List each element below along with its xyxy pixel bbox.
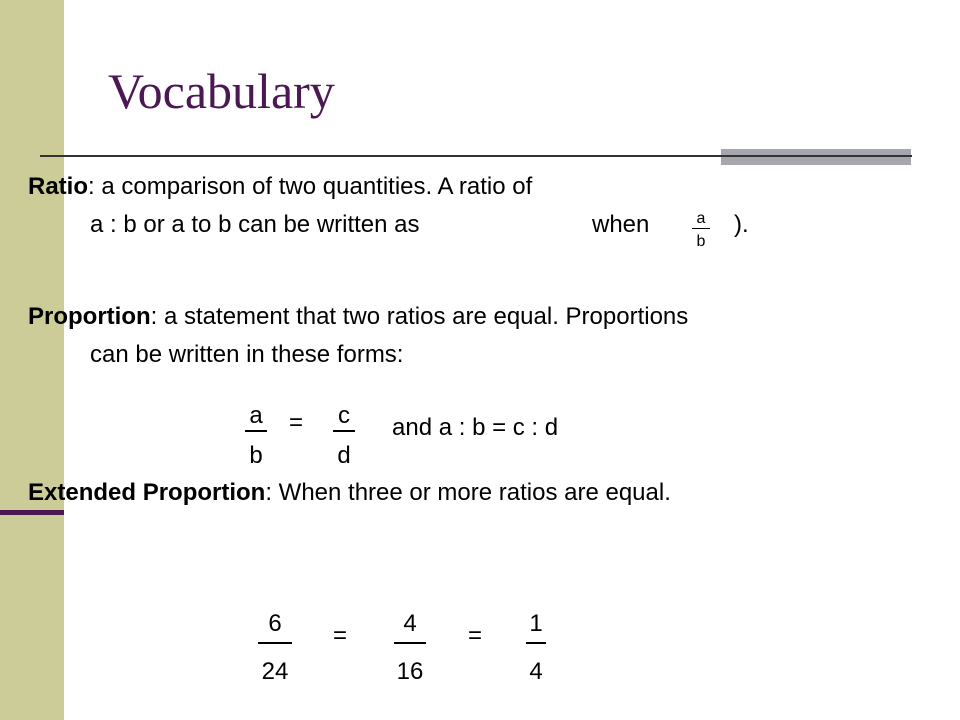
proportion-fraction-numerator: c xyxy=(338,402,350,429)
ratio-fraction xyxy=(692,210,710,251)
example-fraction-4-16 xyxy=(394,610,426,686)
proportion-definition: : a statement that two ratios are equal. Proportions xyxy=(150,303,689,330)
example-fraction-numerator: 1 xyxy=(529,610,543,637)
proportion-fraction-numerator: a xyxy=(249,402,263,429)
ratio-line-2-end: ). xyxy=(734,211,749,238)
title-rule xyxy=(40,155,912,157)
example-fraction-6-24 xyxy=(258,610,292,686)
slide-title: Vocabulary xyxy=(108,63,335,119)
proportion-fraction-a-b xyxy=(245,402,267,470)
example-equals-sign-2: = xyxy=(468,622,483,649)
ratio-line-2-when: when xyxy=(592,211,650,238)
extended-proportion-line xyxy=(28,481,671,505)
example-fraction-bar xyxy=(258,642,292,644)
side-accent-bar xyxy=(0,0,64,720)
ratio-fraction-bar xyxy=(692,228,710,229)
ratio-definition: : a comparison of two quantities. A ratio of xyxy=(88,173,533,200)
example-fraction-bar xyxy=(394,642,426,644)
proportion-fraction-denominator: d xyxy=(337,442,351,469)
example-fraction-denominator: 24 xyxy=(261,658,289,685)
example-equals-sign-1: = xyxy=(333,622,348,649)
example-fraction-denominator: 16 xyxy=(396,658,424,685)
proportion-colon-form: and a : b = c : d xyxy=(392,414,559,441)
ratio-fraction-denominator: b xyxy=(696,233,706,250)
extended-proportion-term: Extended Proportion xyxy=(28,479,266,506)
ratio-line-2-start: a : b or a to b can be written as xyxy=(90,211,420,238)
extended-proportion-definition: : When three or more ratios are equal. xyxy=(265,479,671,506)
proportion-line-2: can be written in these forms: xyxy=(90,341,404,368)
title-rule-accent xyxy=(721,149,911,165)
ratio-term: Ratio xyxy=(28,173,88,200)
example-fraction-1-4 xyxy=(526,610,546,686)
proportion-fraction-bar xyxy=(333,430,355,432)
example-fraction-numerator: 6 xyxy=(268,610,282,637)
example-fraction-denominator: 4 xyxy=(529,658,543,685)
proportion-fraction-denominator: b xyxy=(249,442,263,469)
ratio-line-1 xyxy=(28,175,532,199)
proportion-equals-sign: = xyxy=(289,409,304,436)
example-fraction-numerator: 4 xyxy=(403,610,417,637)
proportion-term: Proportion xyxy=(28,303,151,330)
example-fraction-bar xyxy=(526,642,546,644)
side-accent-mark xyxy=(0,510,64,515)
proportion-fraction-bar xyxy=(245,430,267,432)
ratio-fraction-numerator: a xyxy=(696,210,706,227)
proportion-line-1 xyxy=(28,305,688,329)
proportion-fraction-c-d xyxy=(333,402,355,470)
